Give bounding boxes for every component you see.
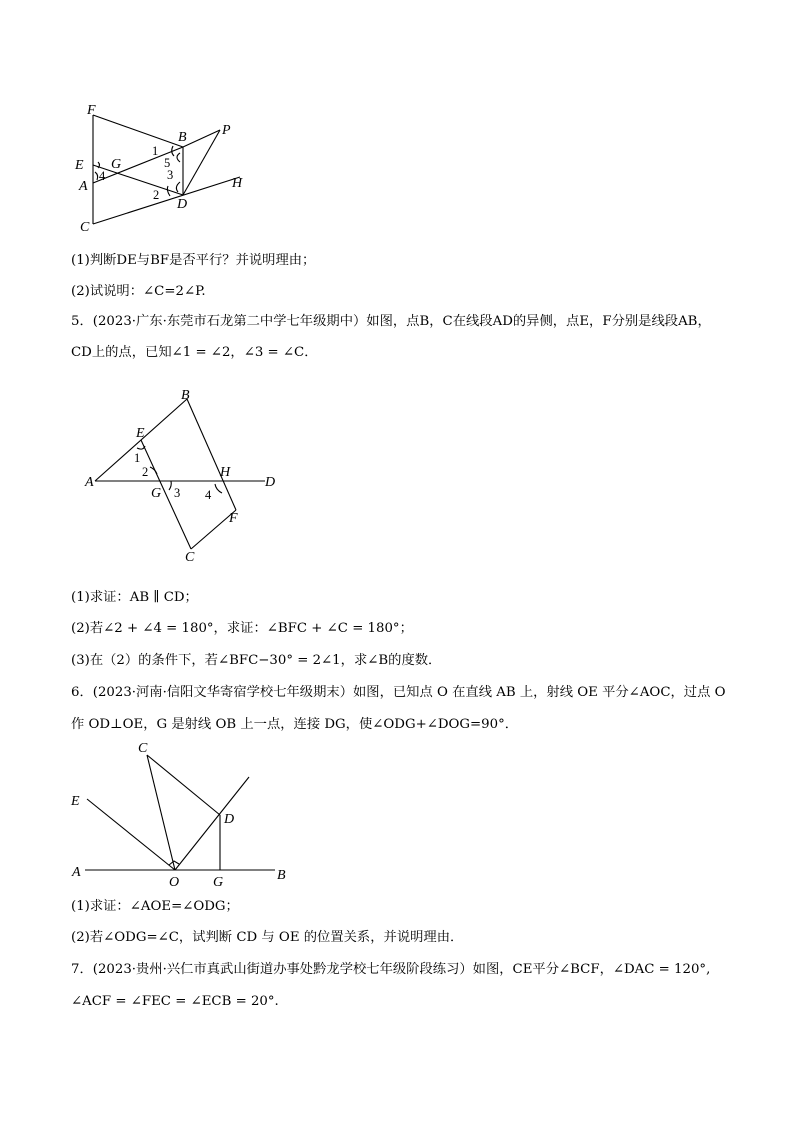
figure-parallel-lines-2 [80,384,285,566]
fig1-label-5: 5 [164,156,171,170]
fig2-label-4: 4 [205,488,212,502]
q6-part2: (2)若∠ODG=∠C，试判断 CD 与 OE 的位置关系，并说明理由． [71,930,464,945]
fig2-label-2: 2 [142,465,149,479]
fig1-label-1: 1 [152,144,159,158]
fig2-label-H: H [220,465,231,480]
q6-part1: (1)求证：∠AOE=∠ODG； [71,899,239,914]
fig1-label-3: 3 [167,168,174,182]
q7-stem-line1: 7．(2023·贵州·兴仁市真武山街道办事处黔龙学校七年级阶段练习）如图，CE平分∠BCF，∠DAC = 120°, [71,962,711,977]
fig1-label-H: H [232,176,243,191]
q4-part2: (2)试说明：∠C=2∠P. [71,284,206,299]
q5-stem-line2: CD上的点，已知∠1 = ∠2，∠3 = ∠C． [71,345,318,360]
fig3-label-B: B [277,868,286,883]
fig2-label-E: E [136,426,145,441]
fig2-label-B: B [181,388,190,403]
q5-part1: (1)求证：AB ∥ CD； [71,590,198,605]
fig3-label-G: G [213,875,224,890]
fig2-label-1: 1 [134,451,141,465]
q6-stem-line2: 作 OD⊥OE，G 是射线 OB 上一点，连接 DG，使∠ODG+∠DOG=90°． [71,717,519,732]
figure-parallel-lines-1 [70,100,260,235]
fig2-label-A: A [85,475,94,490]
q5-part2: (2)若∠2 + ∠4 = 180°，求证：∠BFC + ∠C = 180°； [71,621,413,636]
fig1-label-B: B [178,130,187,145]
fig1-label-F: F [87,103,96,118]
fig3-label-A: A [72,865,81,880]
fig1-label-D: D [177,197,188,212]
fig3-label-D: D [224,812,235,827]
q7-stem-line2: ∠ACF = ∠FEC = ∠ECB = 20°. [71,994,279,1009]
figure-angle-bisector [65,737,305,892]
q5-stem-line1: 5．(2023·广东·东莞市石龙第二中学七年级期中）如图，点B，C在线段AD的异侧，点E，F分别是线段AB， [71,314,711,329]
fig1-label-C: C [80,220,90,235]
q4-part1: (1)判断DE与BF是否平行？并说明理由； [71,253,316,268]
fig3-label-O: O [169,875,180,890]
fig2-label-F: F [229,511,238,526]
fig1-label-4: 4 [99,169,106,183]
fig2-label-D: D [265,475,276,490]
fig1-label-2: 2 [153,188,160,202]
fig1-label-G: G [111,157,122,172]
fig3-label-E: E [71,794,80,809]
fig2-label-C: C [185,550,195,565]
fig3-label-C: C [138,741,148,756]
fig1-label-P: P [222,123,231,138]
q6-stem-line1: 6．(2023·河南·信阳文华寄宿学校七年级期末）如图，已知点 O 在直线 AB 上，射线 OE 平分∠AOC，过点 O [71,685,726,700]
fig2-label-G: G [151,486,162,501]
fig1-label-E: E [75,158,84,173]
fig2-label-3: 3 [174,486,181,500]
fig1-label-A: A [79,179,88,194]
q5-part3: (3)在（2）的条件下，若∠BFC−30° = 2∠1，求∠B的度数． [71,653,442,668]
